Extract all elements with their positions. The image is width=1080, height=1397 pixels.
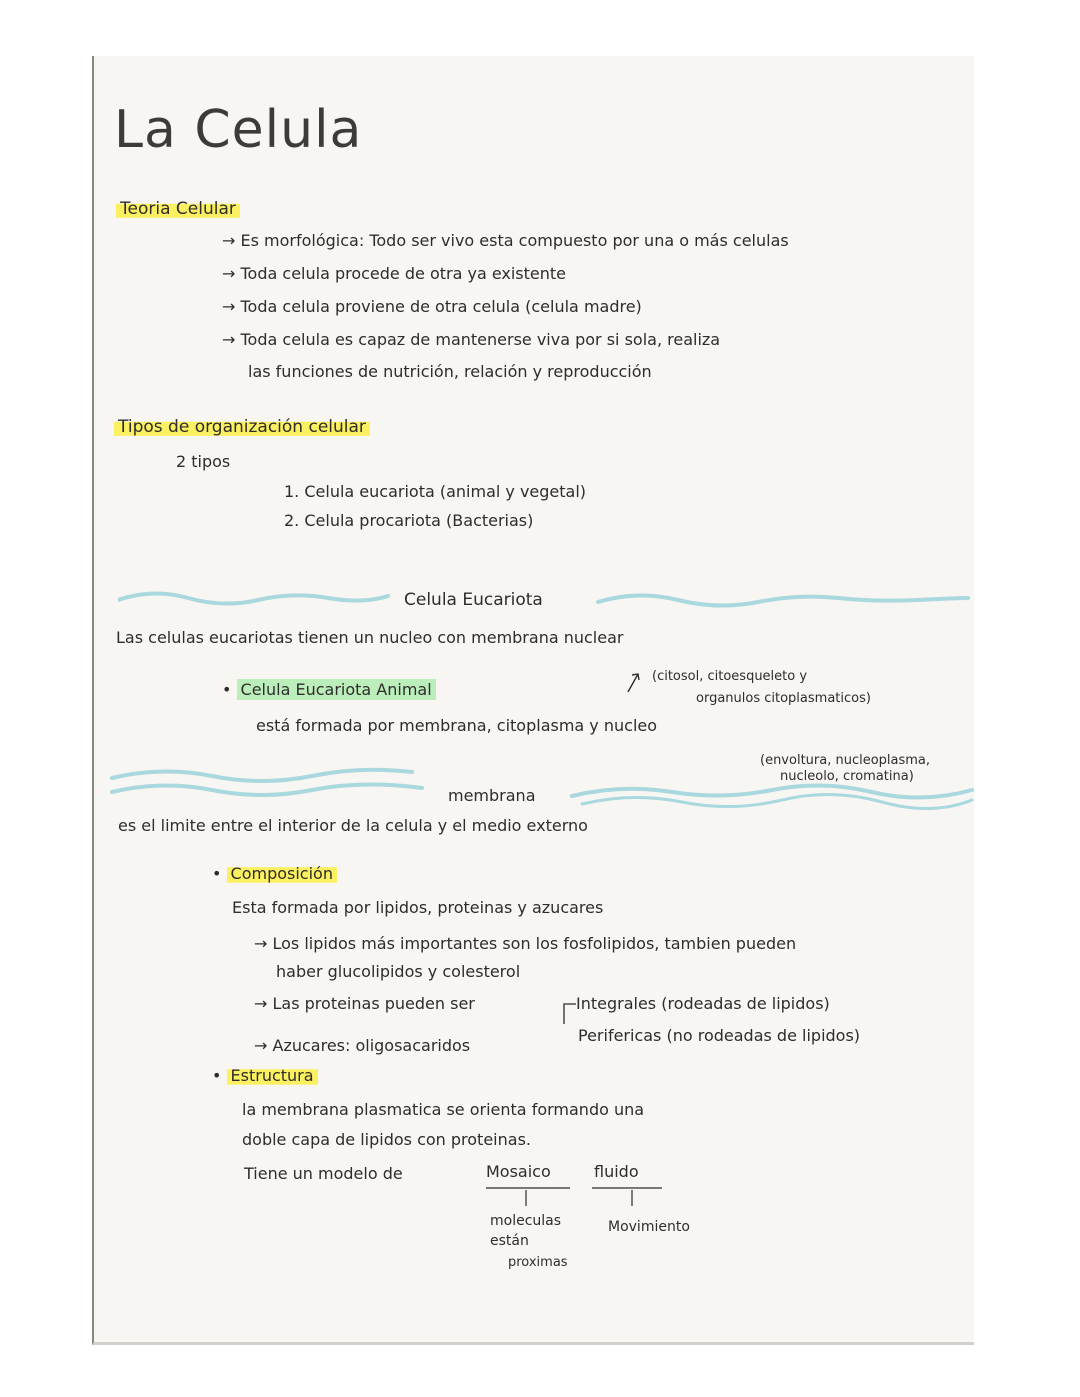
tipos-item-1: 1. Celula eucariota (animal y vegetal) [284,482,587,501]
teoria-bullet-4: → Toda celula es capaz de mantenerse viva por si sola, realiza [222,330,721,349]
modelo-mosaico: Mosaico [486,1162,551,1181]
wavy-divider-membrana [102,762,982,810]
note-citoplasma-2: organulos citoplasmaticos) [696,691,871,706]
arrow-up-icon [624,670,644,694]
teoria-bullet-2: → Toda celula procede de otra ya existente [222,264,567,283]
membrana-definition: es el limite entre el interior de la celula y el medio externo [118,816,588,835]
note-citoplasma-1: (citosol, citoesqueleto y [652,669,808,684]
tipos-item-2: 2. Celula procariota (Bacterias) [284,511,534,530]
composicion-heading: • Composición [212,866,337,882]
estructura-line-1: la membrana plasmatica se orienta formando una [242,1100,645,1119]
estructura-line-2: doble capa de lipidos con proteinas. [242,1130,531,1149]
proteinas-integrales: Integrales (rodeadas de lipidos) [576,994,830,1013]
composicion-text: Esta formada por lipidos, proteinas y azucares [232,898,604,917]
tipos-count: 2 tipos [176,452,231,471]
estructura-heading: • Estructura [212,1068,318,1084]
proteinas-perifericas: Perifericas (no rodeadas de lipidos) [578,1026,861,1045]
teoria-bullet-4-cont: las funciones de nutrición, relación y reproducción [248,362,652,381]
lipidos-line-1: → Los lipidos más importantes son los fosfolipidos, tambien pueden [254,934,797,953]
wavy-divider-eucariota [118,586,978,620]
eucariota-intro: Las celulas eucariotas tienen un nucleo con membrana nuclear [116,628,624,647]
teoria-bullet-3: → Toda celula proviene de otra celula (celula madre) [222,297,642,316]
page-title: La Celula [114,100,363,160]
lipidos-line-2: haber glucolipidos y colesterol [276,962,521,981]
mosaico-note-1: moleculas [490,1213,562,1229]
note-nucleo-1: (envoltura, nucleoplasma, [760,753,931,768]
proteinas-line: → Las proteinas pueden ser [254,994,475,1013]
fluido-note: Movimiento [608,1219,690,1235]
tipos-heading: Tipos de organización celular [114,418,370,437]
eucariota-divider-label: Celula Eucariota [404,590,543,610]
teoria-heading: Teoria Celular [116,200,240,219]
animal-text: está formada por membrana, citoplasma y nucleo [256,716,658,735]
mosaico-note-2: están [490,1233,529,1249]
animal-heading: • Celula Eucariota Animal [222,682,436,698]
azucares-line: → Azucares: oligosacaridos [254,1036,471,1055]
mosaico-note-3: proximas [508,1255,568,1270]
teoria-bullet-1: → Es morfológica: Todo ser vivo esta compuesto por una o más celulas [222,231,789,250]
note-nucleo-2: nucleolo, cromatina) [780,769,914,784]
modelo-fluido: fluido [594,1162,639,1181]
modelo-underline [482,1184,672,1210]
membrana-divider-label: membrana [448,786,536,805]
modelo-prefix: Tiene un modelo de [244,1164,403,1183]
